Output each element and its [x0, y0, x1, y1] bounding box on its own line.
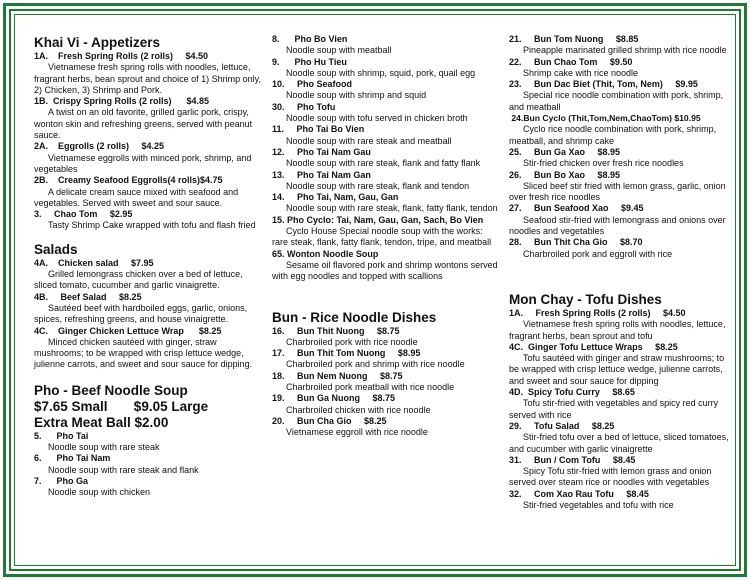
item-description: Seafood stir-fried with lemongrass and onions over noodles and vegetables: [509, 214, 726, 237]
item-description: Grilled lemongrass chicken over a bed of lettuce, sliced tomato, cucumber and garlic vinaigrette.: [34, 269, 243, 291]
item-description: Charbroiled pork and eggroll with rice: [523, 248, 673, 259]
item-description: Noodle soup with rare steak: [48, 442, 160, 453]
item-description: Noodle soup with rare steak, flank and fatty flank: [286, 158, 481, 169]
item-description: Cyclo House Special noodle soup with the works: rare steak, flank, fatty flank, tendon, tripe, and meatball: [272, 226, 492, 248]
menu-item: [272, 79, 500, 102]
item-heading: 9. Pho Hu Tieu: [272, 56, 347, 67]
item-heading: 4C. Ginger Tofu Lettuce Wraps $8.25: [509, 341, 678, 352]
item-description: Charbroiled pork meatball with rice noodle: [286, 382, 455, 393]
item-description: Stir-fried chicken over fresh rice noodles: [523, 158, 684, 169]
item-description: Cyclo rice noodle combination with pork, shrimp, meatball, and shrimp cake: [509, 124, 717, 146]
section-title-tofu: Mon Chay - Tofu Dishes: [509, 291, 662, 307]
menu-item: [272, 124, 500, 147]
menu-item: [34, 453, 262, 476]
spacer: [34, 232, 262, 242]
menu-item: [272, 249, 500, 283]
item-description: A twist on an old favorite, grilled garlic pork, crispy, wonton skin and refreshing greens, served with peanut sauce.: [34, 107, 253, 141]
item-description: Vietnamese fresh spring rolls with noodles, lettuce, fragrant herbs, bean sprout and tofu: [509, 319, 726, 341]
item-heading: 21. Bun Tom Nuong $8.85: [509, 34, 639, 44]
column-left: [34, 35, 262, 499]
section-title-bun: Bun - Rice Noodle Dishes: [272, 309, 437, 325]
menu-item: [272, 102, 500, 125]
item-description: Tofu stir-fried with vegetables and spicy red curry served with rice: [509, 398, 719, 420]
item-description: Charbroiled pork and shrimp with rice noodle: [286, 359, 465, 370]
menu-item: [509, 113, 731, 147]
pho-extra-meatball: Extra Meat Ball $2.00: [34, 414, 169, 430]
item-description: Vietnamese eggroll with rice noodle: [286, 427, 428, 438]
item-description: Noodle soup with rare steak, flank and tendon: [286, 180, 470, 191]
item-heading: 20. Bun Cha Gio $8.25: [272, 415, 387, 426]
menu-item: [34, 175, 262, 209]
item-heading: 12. Pho Tai Nam Gau: [272, 146, 371, 157]
item-heading: 4A. Chicken salad $7.95: [34, 257, 154, 268]
item-description: Pineapple marinated grilled shrimp with rice noodle: [523, 45, 727, 56]
menu-item: [272, 170, 500, 193]
menu-item: [272, 215, 500, 249]
item-description: Charbroiled pork with rice noodle: [286, 336, 418, 347]
item-description: Shrimp cake with rice noodle: [523, 67, 639, 78]
menu-item: [272, 416, 500, 439]
item-description: Sesame oil flavored pork and shrimp wontons served with egg noodles and topped with scallions: [272, 259, 498, 282]
item-description: Special rice noodle combination with pork, shrimp, and meatball: [509, 90, 724, 112]
item-heading: 8. Pho Bo Vien: [272, 34, 348, 44]
item-heading: 4D. Spicy Tofu Curry $8.65: [509, 387, 635, 398]
menu-item: [509, 147, 731, 170]
menu-item: [34, 141, 262, 175]
item-description: Tofu sautéed with ginger and straw mushrooms; to be wrapped with crisp lettuce wedge, julienne carrots, and sweet and sour sauce for dipping: [509, 353, 725, 386]
item-description: Vietnamese eggrolls with minced pork, shrimp, and vegetables: [34, 152, 252, 174]
item-heading: 18. Bun Nem Nuong $8.75: [272, 370, 403, 381]
section-title-salads: Salads: [34, 241, 78, 257]
menu-item: [272, 348, 500, 371]
menu-item: [272, 147, 500, 170]
item-heading: 3. Chao Tom $2.95: [34, 209, 133, 220]
menu-item: [509, 79, 731, 113]
item-heading: 30. Pho Tofu: [272, 101, 336, 112]
item-description: Spicy Tofu stir-fried with lemon grass and onion served over steam rice or noodles with vegetables: [509, 466, 712, 488]
item-description: Noodle soup with meatball: [286, 45, 392, 56]
menu-item: [34, 96, 262, 141]
menu-item: [509, 387, 731, 421]
item-heading: 7. Pho Ga: [34, 475, 89, 486]
item-heading: 26. Bun Bo Xao $8.95: [509, 169, 621, 180]
spacer: [34, 371, 262, 383]
item-description: Tasty Shrimp Cake wrapped with tofu and flash fried: [48, 220, 256, 231]
item-heading: 13. Pho Tai Nam Gan: [272, 169, 371, 180]
item-description: Noodle soup with chicken: [48, 487, 151, 498]
menu-item: [272, 326, 500, 349]
menu-item: [509, 34, 731, 57]
item-heading: 32. Com Xao Rau Tofu $8.45: [509, 488, 649, 499]
item-description: Noodle soup with rare steak and flank: [48, 464, 199, 475]
menu-item: [509, 421, 731, 455]
menu-item: [34, 292, 262, 326]
item-heading: 19. Bun Ga Nuong $8.75: [272, 393, 396, 404]
column-right: [509, 34, 731, 511]
item-heading: 1B. Crispy Spring Rolls (2 rolls) $4.85: [34, 96, 210, 107]
item-heading: 14. Pho Tai, Nam, Gau, Gan: [272, 192, 399, 203]
item-heading: 2B. Creamy Seafood Eggrolls(4 rolls)$4.75: [34, 175, 223, 186]
menu-item: [509, 342, 731, 387]
item-description: Noodle soup with rare steak, flank, fatty flank, tendon: [286, 203, 498, 214]
item-heading: 6. Pho Tai Nam: [34, 453, 111, 464]
item-heading: 1A. Fresh Spring Rolls (2 rolls) $4.50: [509, 307, 686, 318]
item-heading: 4B. Beef Salad $8.25: [34, 291, 142, 302]
item-heading: 4C. Ginger Chicken Lettuce Wrap $8.25: [34, 325, 222, 336]
item-heading: 28. Bun Thit Cha Gio $8.70: [509, 237, 643, 248]
item-heading: 31. Bun / Com Tofu $8.45: [509, 454, 636, 465]
menu-item: [509, 308, 731, 342]
item-description: Noodle soup with shrimp, squid, pork, quail egg: [286, 67, 476, 78]
item-description: Charbroiled chicken with rice noodle: [286, 404, 431, 415]
pho-price-line: $7.65 Small $9.05 Large: [34, 398, 209, 414]
menu-item: [34, 326, 262, 371]
item-description: Sautéed beef with hardboiled eggs, garlic, onions, spices, refreshing greens, and house vinaigrette.: [34, 302, 248, 325]
menu-item: [272, 393, 500, 416]
item-description: Stir-fried vegetables and tofu with rice: [523, 499, 674, 510]
column-middle: [272, 34, 500, 439]
item-description: Minced chicken sautéed with ginger, straw mushrooms; to be wrapped with crisp lettuce wedge, julienne carrots, and sweet and sour sauce for dipping.: [34, 336, 253, 370]
item-heading: 17. Bun Thit Tom Nuong $8.95: [272, 348, 421, 359]
menu-item: [34, 431, 262, 454]
item-description: Noodle soup with rare steak and meatball: [286, 135, 452, 146]
menu-item: [34, 51, 262, 96]
item-description: Vietnamese fresh spring rolls with noodles, lettuce, fragrant herbs, bean sprout and choice of 1) Shrimp only, 2) Chicken, 3) Shrimp and Pork.: [34, 62, 261, 95]
menu-item: [509, 203, 731, 237]
item-heading: 10. Pho Seafood: [272, 79, 353, 90]
item-heading: 1A. Fresh Spring Rolls (2 rolls) $4.50: [34, 51, 209, 61]
item-heading: 25. Bun Ga Xao $8.95: [509, 146, 621, 157]
item-heading: 23. Bun Dac Biet (Thit, Tom, Nem) $9.95: [509, 79, 698, 90]
item-heading: 5. Pho Tai: [34, 430, 89, 441]
item-heading: 65. Wonton Noodle Soup: [272, 248, 379, 259]
menu-item: [509, 237, 731, 260]
spacer: [509, 260, 731, 292]
section-title-pho: Pho - Beef Noodle Soup: [34, 382, 188, 398]
item-heading: 22. Bun Chao Tom $9.50: [509, 56, 633, 67]
menu-item: [34, 209, 262, 232]
menu-item: [272, 34, 500, 57]
item-heading: 16. Bun Thit Nuong $8.75: [272, 325, 400, 336]
item-description: Stir-fried tofu over a bed of lettuce, sliced tomatoes, and cucumber with garlic vinaigrette: [509, 432, 729, 454]
menu-item: [509, 170, 731, 204]
item-description: A delicate cream sauce mixed with seafood and vegetables. Served with sweet and sour sauce.: [34, 186, 239, 208]
item-heading: 11. Pho Tai Bo Vien: [272, 124, 365, 135]
item-heading: 29. Tofu Salad $8.25: [509, 420, 615, 431]
menu-item: [34, 476, 262, 499]
spacer: [272, 283, 500, 310]
item-description: Noodle soup with shrimp and squid: [286, 90, 427, 101]
item-description: Sliced beef stir fried with lemon grass, garlic, onion over fresh rice noodles: [509, 180, 726, 203]
menu-item: [509, 455, 731, 489]
menu-item: [272, 371, 500, 394]
menu-item: [509, 57, 731, 80]
item-heading: 2A. Eggrolls (2 rolls) $4.25: [34, 141, 165, 152]
item-heading: 24.Bun Cyclo (Thit,Tom,Nem,ChaoTom) $10.95: [509, 113, 701, 124]
menu-item: [272, 192, 500, 215]
item-description: Noodle soup with tofu served in chicken broth: [286, 113, 468, 124]
section-title-appetizers: Khai Vi - Appetizers: [34, 35, 161, 50]
menu-item: [34, 258, 262, 292]
menu-item: [509, 489, 731, 512]
item-heading: 27. Bun Seafood Xao $9.45: [509, 203, 644, 214]
item-heading: 15. Pho Cyclo: Tai, Nam, Gau, Gan, Sach, Bo Vien: [272, 214, 484, 225]
menu-item: [272, 57, 500, 80]
